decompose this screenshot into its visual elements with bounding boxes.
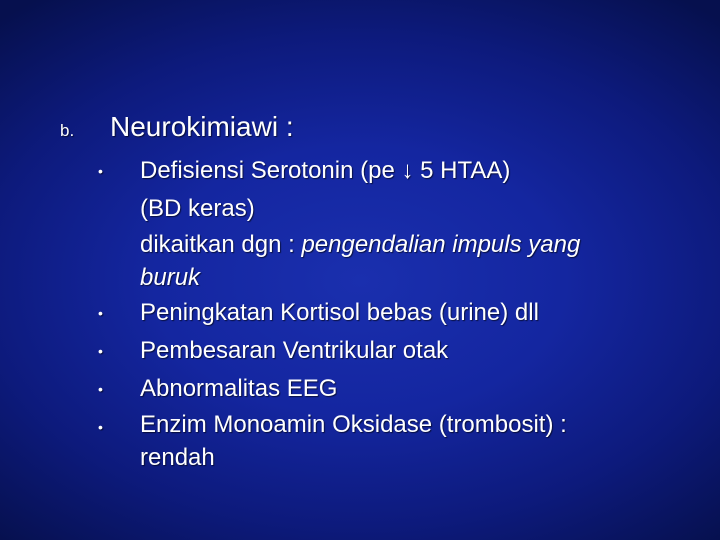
bullet-text: Pembesaran Ventrikular otak	[140, 337, 449, 364]
bullet-text-prefix: dikaitkan dgn :	[140, 231, 302, 258]
bullet-icon: •	[98, 419, 103, 435]
bullet-icon: •	[98, 343, 103, 359]
bullet-icon: •	[98, 381, 103, 397]
section-label: b.	[60, 121, 75, 140]
bullet-icon: •	[98, 163, 103, 179]
bullet-text: Enzim Monoamin Oksidase (trombosit) :	[140, 411, 567, 438]
bullet-list	[98, 152, 698, 474]
bullet-text: (BD keras)	[140, 195, 255, 222]
list-item	[98, 408, 698, 474]
bullet-text: Abnormalitas EEG	[140, 375, 338, 402]
bullet-text: Defisiensi Serotonin (pe ↓ 5 HTAA)	[140, 157, 511, 184]
bullet-icon: •	[98, 305, 103, 321]
list-item	[98, 332, 698, 370]
bullet-text: rendah	[140, 444, 215, 471]
bullet-text-italic: buruk	[140, 264, 201, 291]
bullet-text	[140, 228, 698, 261]
bullet-text-italic: pengendalian impuls yang	[301, 231, 581, 258]
slide-title: Neurokimiawi :	[110, 111, 294, 142]
list-item	[98, 294, 698, 332]
list-item	[98, 370, 698, 408]
bullet-text: Peningkatan Kortisol bebas (urine) dll	[140, 299, 539, 326]
list-item	[98, 152, 698, 294]
